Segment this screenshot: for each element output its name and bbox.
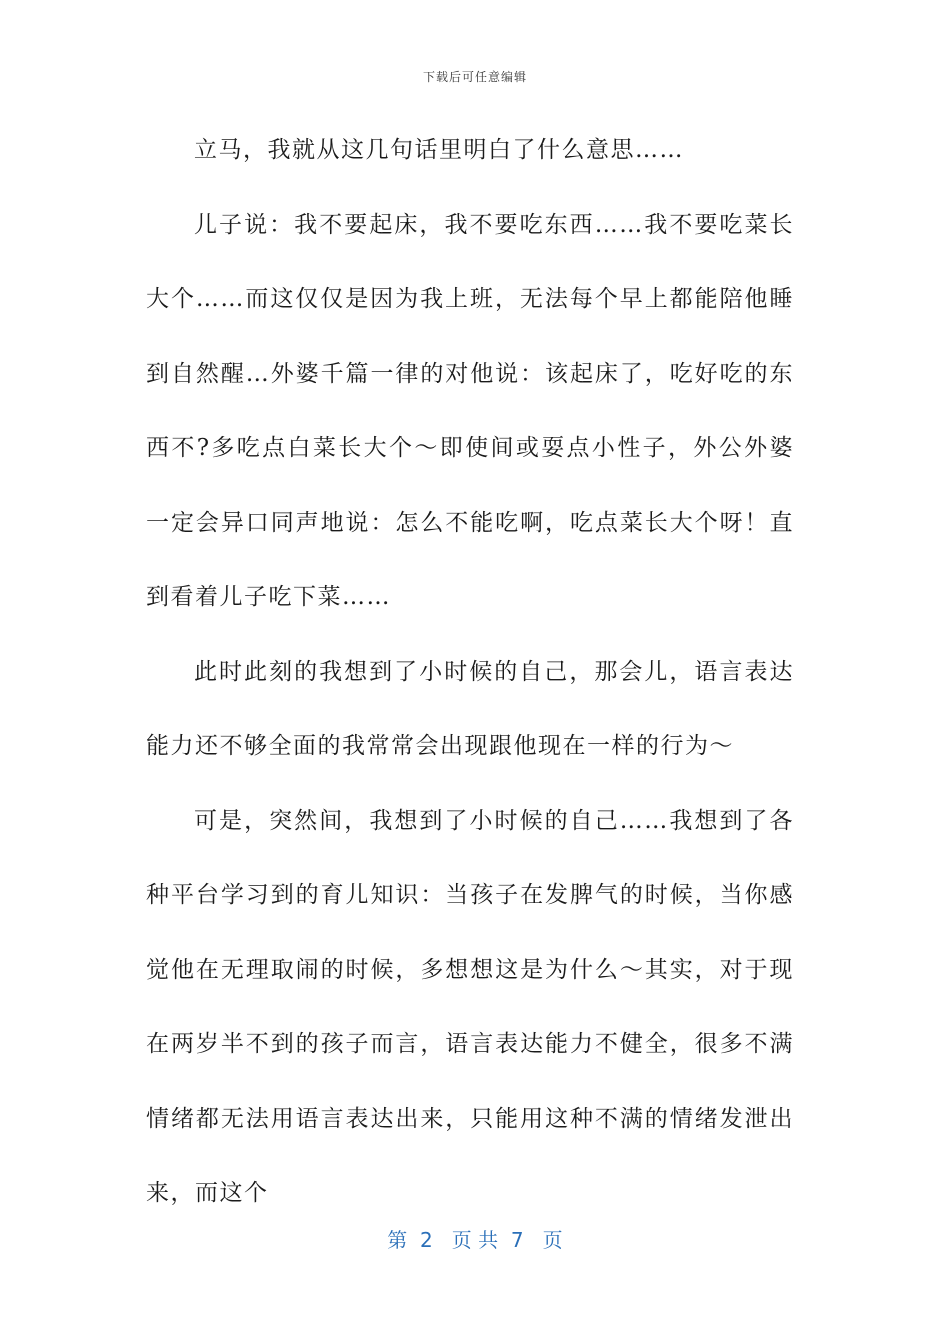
page-number-footer: 第 2 页 共 7 页 (387, 1228, 563, 1252)
header-note: 下载后可任意编辑 (422, 70, 527, 84)
paragraph-1: 立马，我就从这几句话里明白了什么意思…… (194, 137, 684, 163)
paragraph-4: 可是，突然间，我想到了小时候的自己……我想到了各种平台学习到的育儿知识：当孩子在发脾气的时候，当你感觉他在无理取闹的时候，多想想这是为什么～其实，对于现在两岁半不到的孩子而言，语言表达能力不健全，很多不满情绪都无法用语言表达出来，只能用这种不满的情绪发泄出来，而这个 (146, 807, 794, 1206)
paragraph-3: 此时此刻的我想到了小时候的自己，那会儿，语言表达能力还不够全面的我常常会出现跟他现在一样的行为～ (146, 658, 794, 759)
paragraph-2: 儿子说：我不要起床，我不要吃东西……我不要吃菜长大个……而这仅仅是因为我上班，无法每个早上都能陪他睡到自然醒…外婆千篇一律的对他说：该起床了，吃好吃的东西不?多吃点白菜长大个～即使间或耍点小性子，外公外婆一定会异口同声地说：怎么不能吃啊，吃点菜长大个呀！直到看着儿子吃下菜…… (146, 211, 794, 610)
document-body (146, 113, 794, 1231)
